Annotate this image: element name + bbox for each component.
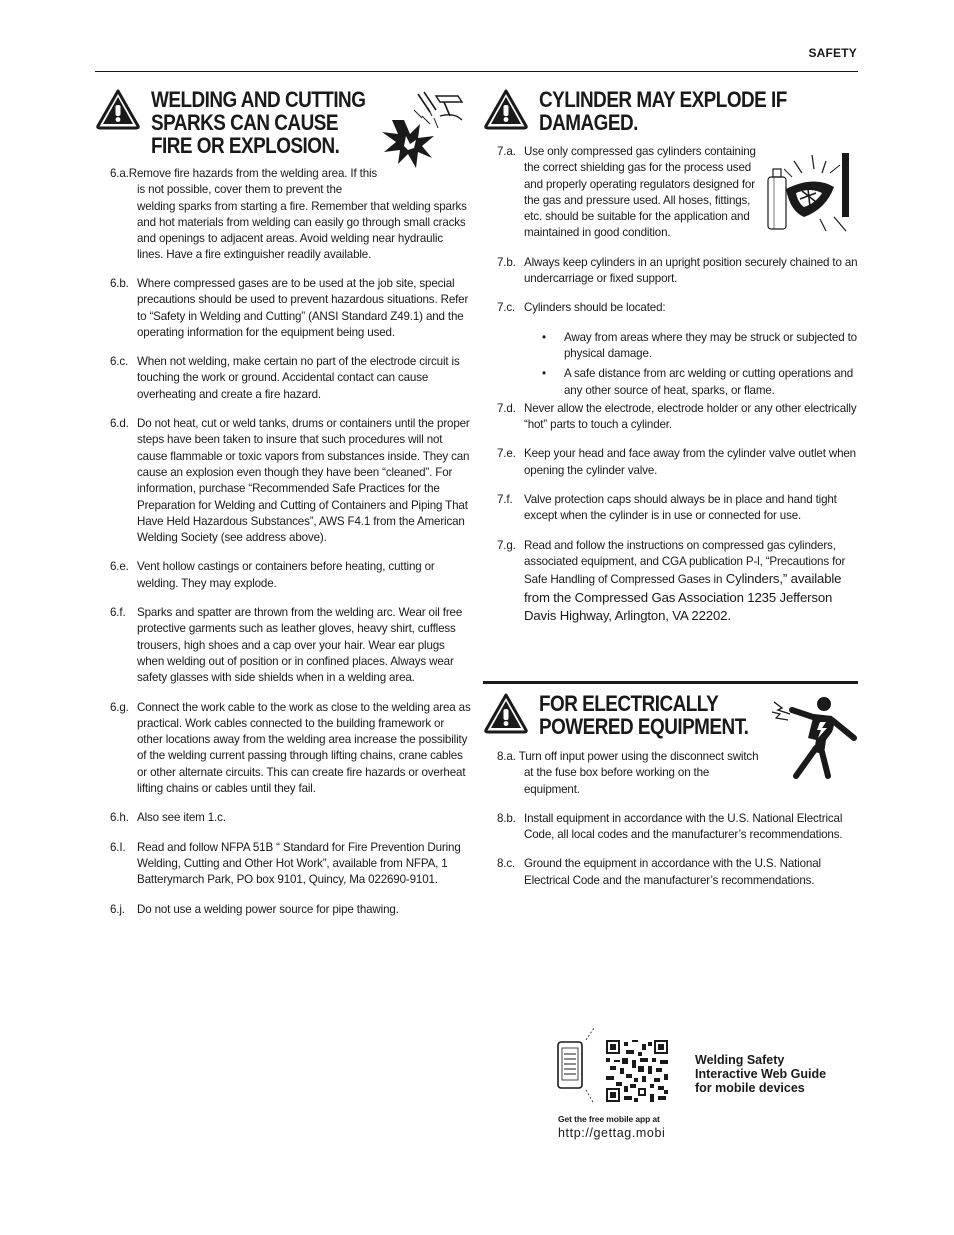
section-7-header [483,86,858,144]
item-number: 6.e. [110,560,129,574]
item-text-body: Turn off input power using the disconnect switch at the fuse box before working on the equipment. [518,750,759,796]
list-item [497,446,858,479]
list-item [497,401,858,434]
item-text [524,492,858,525]
caption-line: Welding Safety [695,1053,785,1067]
item-text [137,810,472,826]
mobile-phone-icon [556,1026,604,1106]
section-7-title-line: CYLINDER MAY EXPLODE IF [539,87,787,112]
item-text-body: Also see item 1.c. [137,811,226,825]
section-label: SAFETY [808,46,857,60]
section-7-items [497,144,858,625]
item-text-body: Read and follow NFPA 51B “ Standard for Fire Prevention During Welding, Cutting and Other Hot Work”, available from NFPA, 1 Batterymarch Park, PO box 9101, Quincy, Ma 022690-9101. [137,840,461,887]
item-text-body: Always keep cylinders in an upright position securely chained to an undercarriage or fixed support. [524,255,858,286]
item-number: 6.d. [110,417,129,431]
list-item [497,144,858,242]
item-number: 7.a. [497,145,516,158]
list-item [497,538,858,625]
list-item [110,559,472,592]
item-text-body: Do not use a welding power source for pipe thawing. [137,902,399,916]
item-text-body: Keep your head and face away from the cylinder valve outlet when opening the cylinder valve. [524,447,856,477]
item-text [137,559,472,592]
bullet-item [524,366,858,399]
item-text [137,416,472,546]
list-item [497,811,858,844]
list-item [110,810,472,826]
item-number: 6.f. [110,606,126,620]
item-number: 7.f. [497,493,513,507]
item-number: 7.d. [497,401,516,415]
item-number: 7.g. [497,538,516,552]
item-text [137,276,472,341]
item-text-body: Use only compressed gas cylinders containing the correct shielding gas for the process used and properly operating regulators designed for the gas and pressure used. All hoses, fittings, etc. should be suitable for the application and maintained in good condition. [524,145,756,240]
section-7 [483,86,858,144]
item-text-body: Sparks and spatter are thrown from the welding arc. Wear oil free protective garments such as leather gloves, heavy shirt, cuffless trousers, high shoes and a cap over your hair. Wear ear plugs when welding out of position or in confined places. Always wear safety glasses with side shields when in a welding area. [137,606,463,685]
item-number: 8.a. [497,750,516,763]
item-text-body: Never allow the electrode, electrode holder or any other electrically “hot” parts to touch a cylinder. [524,401,857,432]
section-7-title-line: DAMAGED. [539,110,638,135]
top-divider [95,71,858,72]
item-number: 8.c. [497,857,516,871]
list-item [110,840,472,889]
item-text [524,144,760,242]
item-text [524,856,858,889]
item-text-body: Do not heat, cut or weld tanks, drums or containers until the proper steps have been taken to insure that such procedures will not cause flammable or toxic vapors from substances inside. They can cause an explosion even though they have been “cleaned”. For information, purchase “Recommended Safe Practices for the Preparation for Welding and Cutting of Containers and Piping That Have Held Hazardous Substances”, AWS F4.1 from the American Welding Society (see address above). [137,417,470,545]
item-text [137,605,472,686]
item-text-body: Cylinders should be located: [524,301,666,315]
list-item [110,416,472,546]
caption-line: Interactive Web Guide [695,1067,827,1081]
list-item [497,300,858,316]
list-item [110,700,472,798]
item-text-body: Install equipment in accordance with the U.S. National Electrical Code, all local codes and the manufacturer’s recommendations. [524,811,843,842]
bullet-text: A safe distance from arc welding or cutting operations and any other source of heat, sparks, or flame. [564,367,854,397]
warning-triangle-icon [483,692,529,734]
section-8-items [497,749,858,902]
item-number: 8.b. [497,811,516,825]
app-url-link[interactable]: http://gettag.mobi [558,1126,666,1140]
item-number: 6.I. [110,840,126,854]
section-8-title-line: POWERED EQUIPMENT. [539,714,749,739]
item-number: 7.e. [497,447,516,461]
section-divider [483,681,858,684]
mobile-app-block [556,1026,856,1146]
item-text-body: Remove fire hazards from the welding area. If this is not possible, cover them to prevent the welding sparks from starting a fire. Remember that welding sparks and hot materials from welding can easily go through small cracks and openings to adjacent areas. Avoid welding near hydraulic lines. Have a fire extinguisher readily available. [128,167,467,262]
item-text [524,446,858,479]
item-text-large: Cylinders,” available from the Compressed Gas Association 1235 Jefferson Davis Highway, Arlington, VA 22202. [524,571,842,623]
item-number: 6.j. [110,902,125,916]
section-6 [95,86,475,164]
list-item [497,856,858,889]
item-text-body: Vent hollow castings or containers before heating, cutting or welding. They may explode. [137,560,435,590]
item-number: 6.c. [110,355,129,369]
warning-triangle-icon [483,88,529,130]
item-text-body: Ground the equipment in accordance with the U.S. National Electrical Code and the manufacturer’s recommendations. [524,857,821,887]
item-text [137,354,472,403]
list-item [497,255,858,288]
item-text-body: Where compressed gases are to be used at the job site, special precautions should be used to prevent hazardous situations. Refer to “Safety in Welding and Cutting” (ANSI Standard Z49.1) and the operating information for the equipment being used. [137,277,469,339]
section-6-items [110,166,472,918]
caption-line: for mobile devices [695,1081,805,1095]
item-text-body: Valve protection caps should always be in place and hand tight except when the cylinder is in use or connected for use. [524,493,837,523]
item-text [137,700,472,798]
float-spacer [380,165,472,195]
list-item [110,354,472,403]
section-6-title [151,88,365,157]
item-text [137,840,472,889]
list-item [110,902,472,918]
item-text [524,255,858,288]
bullet-item [524,330,858,363]
list-item [497,492,858,525]
list-item [110,605,472,686]
item-number: 6.g. [110,700,129,714]
list-item [497,749,759,798]
mobile-guide-caption [695,1053,826,1095]
section-8-title-line: FOR ELECTRICALLY [539,691,719,716]
item-number: 7.b. [497,255,516,269]
section-6-header [95,86,475,164]
item-text-body: Read and follow the instructions on compressed gas cylinders, associated equipment, and CGA publication P-l, “Precautions for Safe Handling of Compressed Gases in [524,538,846,587]
item-number: 6.a. [110,167,129,180]
item-number: 6.h. [110,811,129,825]
item-text [524,538,858,625]
section-6-title-line: FIRE OR EXPLOSION. [151,133,340,158]
bullet-dot: • [542,330,546,344]
section-7-title [539,88,787,134]
item-text [524,300,858,316]
list-item [110,276,472,341]
section-6-title-line: WELDING AND CUTTING [151,87,366,112]
list-item [110,166,472,263]
section-8-title [539,692,748,738]
item-text [524,811,858,844]
item-text [524,401,858,434]
welding-sparks-explosion-icon [378,90,468,172]
app-download-text: Get the free mobile app at [558,1114,660,1124]
bullet-list [524,330,858,399]
item-number: 6.b. [110,277,129,290]
item-text [519,750,759,796]
item-text-body: Connect the work cable to the work as close to the welding area as practical. Work cables connected to the building framework or other locations away from the welding area increase the possibility of the welding current passing through lifting chains, crane cables or other alternate circuits. This can create fire hazards or overheat lifting chains or cables until they fail. [137,700,471,796]
section-6-title-line: SPARKS CAN CAUSE [151,110,338,135]
item-text-body: When not welding, make certain no part of the electrode circuit is touching the work or ground. Accidental contact can cause overheating and create a fire hazard. [137,355,460,401]
warning-triangle-icon [95,88,141,130]
qr-code-icon [606,1040,668,1102]
bullet-text: Away from areas where they may be struck or subjected to physical damage. [564,330,857,360]
item-number: 7.c. [497,301,516,315]
bullet-dot: • [542,367,546,381]
item-text [137,902,472,918]
